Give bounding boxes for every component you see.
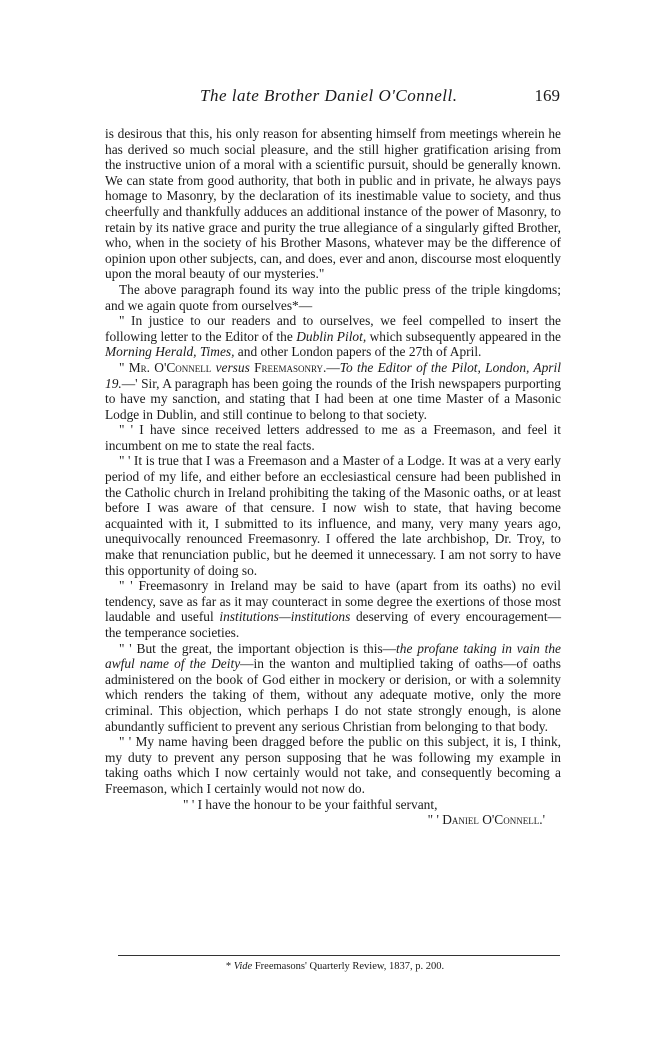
text-run: " In justice to our readers and to ourselves, we feel compelled to insert the following letter to the Editor of the [105, 313, 561, 344]
paragraph-letter: " ' My name having been dragged before the public on this subject, it is, I think, my duty to prevent any person supposing that he was following my example in taking oaths which I now certainly would not take, and consequently becoming a Freemason, which I certainly would not now do. [105, 734, 561, 796]
smallcaps-run: Freemasonry [254, 359, 324, 375]
italic-run: Dublin Pilot, [296, 328, 367, 344]
text-run: —' Sir, A paragraph has been going the rounds of the Irish newspapers purporting to have my sanction, and stating that I had been at one time Master of a Masonic Lodge in Dublin, and still continue to belong to that society. [105, 375, 561, 422]
italic-run: Morning Herald, Times, [105, 344, 235, 360]
letter-signature [105, 812, 561, 828]
smallcaps-run: Daniel O'Connell. [442, 812, 543, 828]
smallcaps-run: Mr. O'Connell [128, 359, 212, 375]
text-run: " [119, 359, 129, 375]
italic-run: institutions—institutions [219, 609, 351, 625]
text-run: and other London papers of the 27th of April. [234, 344, 482, 360]
text-run: —in the wanton and multiplied taking of oaths—of oaths administered on the book of God either in mockery or derision, or with a solemnity which renders the taking of them, without any adequate motive, only the more criminal. This objection, which perhaps I do not state strongly enough, is alone abundantly sufficient to prevent any serious Christian from belonging to that body. [105, 656, 561, 734]
italic-run: Vide [233, 961, 253, 972]
paragraph-letter [105, 641, 561, 735]
paragraph-letter: " ' I have since received letters addressed to me as a Freemason, and feel it incumbent on me to state the real facts. [105, 422, 561, 453]
page-number: 169 [534, 86, 560, 105]
paragraph-letter: " ' It is true that I was a Freemason and a Master of a Lodge. It was at a very early period of my life, and either before an ecclesiastical censure had been published in the Catholic church in Ireland prohibiting the taking of the Masonic oaths, or at least before I was aware of that censure. I now wish to state, that having become acquainted with it, I submitted to its influence, and many, very many years ago, unequivocally renounced Freemasonry. I offered the late archbishop, Dr. Troy, to make that renunciation public, but he deemed it unnecessary. I am not sorry to have this opportunity of doing so. [105, 453, 561, 578]
italic-run: versus [215, 359, 250, 375]
paragraph-quote-intro [105, 313, 561, 360]
italic-run: the profane taking in vain the awful name of the Deity [105, 640, 561, 672]
letter-signoff: " ' I have the honour to be your faithful servant, [183, 796, 438, 812]
footnote-text: Freemasons' Quarterly Review, 1837, p. 200. [252, 961, 445, 972]
italic-run: To the Editor of the Pilot, London, April 19. [105, 359, 561, 391]
paragraph-continuation: is desirous that this, his only reason for absenting himself from meetings wherein he has derived so much social pleasure, and the still higher gratification arising from the instructive union of a moral with a scientific pursuit, should be generally known. We can state from good authority, that both in public and in private, he always pays homage to Masonry, by the declaration of its inestimable value to society, and thus cheerfully and thankfully adduces an additional instance of the power of Masonry, to retain by its native grace and purity the true allegiance of a singularly gifted Brother, who, when in the society of his Brother Masons, whatever may be the difference of opinion upon other subjects, can, and does, ever and anon, discourse most eloquently upon the moral beauty of our mysteries." [105, 126, 561, 282]
text-run: ' [542, 812, 545, 828]
page-header [120, 86, 560, 112]
footnote-marker: * [225, 961, 234, 972]
paragraph-intro: The above paragraph found its way into the public press of the triple kingdoms; and we again quote from ourselves*— [105, 281, 561, 313]
text-run: deserving of every encouragement—the temperance societies. [105, 609, 561, 640]
footnote-rule [118, 955, 560, 956]
running-title: The late Brother Daniel O'Connell. [200, 86, 458, 105]
text-run: .— [323, 359, 340, 375]
footnote [0, 961, 670, 972]
text-run: which subsequently appeared in the [366, 328, 561, 344]
text-run: " ' Freemasonry in Ireland may be said to have (apart from its oaths) no evil tendency, save as far as it may counteract in some degree the exertions of those most laudable and useful [105, 578, 561, 625]
text-run: " ' But the great, the important objection is this— [119, 640, 397, 656]
paragraph-letter [105, 578, 561, 640]
paragraph-letter-heading [105, 360, 561, 422]
text-run: " ' [427, 812, 443, 828]
body-text [105, 126, 561, 828]
